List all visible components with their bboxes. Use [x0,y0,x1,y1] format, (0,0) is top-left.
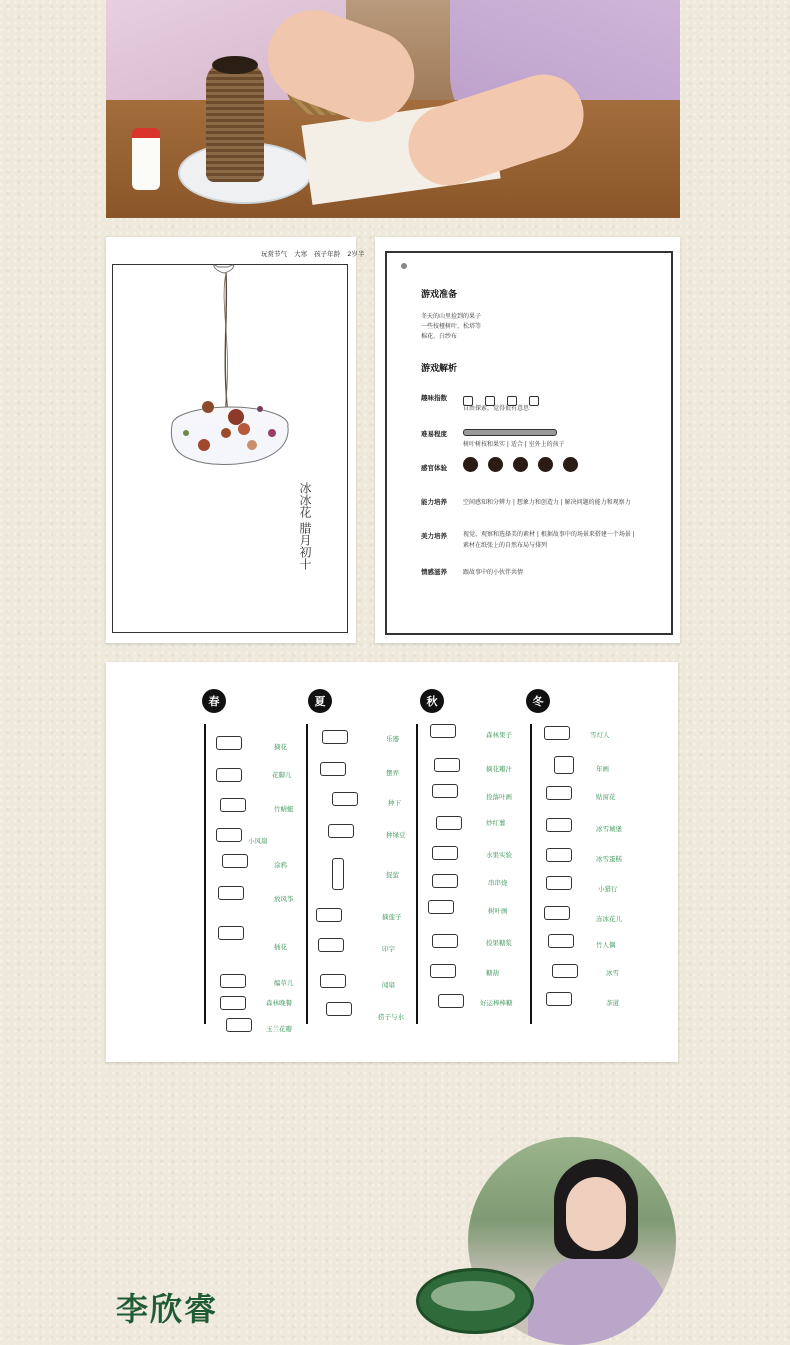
ability-label: 能力培养 [421,498,447,506]
activity-label: 捡果糖浆 [486,939,512,947]
activity-doodle [218,886,244,900]
column-line-winter [530,724,532,1024]
activity-doodle [432,874,458,888]
activity-doodle [546,876,572,890]
ability-text: 空间感知和分辨力 | 想象力和创造力 | 解决问题的能力和观察力 [463,499,631,506]
activity-label: 贴窗花 [596,793,616,801]
activity-label: 花脚儿 [272,771,292,779]
beauty-text-1: 视觉、观察和选择美的素材 | 根据故事中的场景来搭建一个场景 | [463,531,635,538]
activity-doodle [430,724,456,738]
beauty-label: 美力培养 [421,532,447,540]
activity-label: 竹人偶 [596,941,616,949]
activity-doodle [320,974,346,988]
activity-doodle [332,792,358,806]
activity-doodle [432,846,458,860]
activity-label: 茶道 [606,999,619,1007]
senses-icons [463,457,578,476]
activity-doodle [546,818,572,832]
activity-label: 闻扇 [382,981,395,989]
activity-label: 摆弄 [386,769,399,777]
analysis-title: 游戏解析 [421,364,458,374]
activity-doodle [216,768,242,782]
activity-label: 摘花 [274,743,287,751]
activity-label: 雪灯人 [590,731,610,739]
season-badge-summer: 夏 [308,689,332,713]
activity-doodle [216,828,242,842]
activity-label: 捞子与水 [378,1013,404,1021]
activity-doodle [220,996,246,1010]
activity-doodle [432,934,458,948]
header-solar-term: 大寒 [294,250,308,258]
ice-flower-card [106,237,365,643]
green-bowl-illustration [416,1268,534,1334]
activity-doodle [226,1018,252,1032]
activity-label: 捉萤 [386,871,399,879]
activity-doodle [428,900,454,914]
activity-doodle [220,798,246,812]
season-badge-winter: 冬 [526,689,550,713]
activity-label: 年画 [596,765,609,773]
ice-flower-illustration [106,237,356,643]
prep-title: 游戏准备 [421,290,458,300]
activity-label: 串串烧 [488,879,508,887]
activity-label: 好运棒棒糖 [480,999,513,1007]
activity-label: 竹蜻蜓 [274,805,294,813]
activity-doodle [434,758,460,772]
difficulty-bar [463,429,557,436]
activity-label: 冰雪城堡 [596,825,622,833]
activity-doodle [554,756,574,774]
activity-label: 糖葫 [486,969,499,977]
emotion-text: 跟故事中的小伙伴共情 [463,569,524,576]
crafting-photo [106,0,680,218]
activity-doodle [438,994,464,1008]
prep-line-3: 棉花、白纱布 [421,333,458,340]
activity-label: 乐器 [386,735,399,743]
activity-label: 印字 [382,945,395,953]
activity-doodle [328,824,354,838]
activity-doodle [432,784,458,798]
senses-label: 感官体验 [421,464,447,472]
activity-label: 小风扇 [248,837,268,845]
activity-label: 小猎行 [598,885,618,893]
activity-label: 森林果子 [486,731,512,739]
activity-doodle [544,906,570,920]
activity-doodle [546,992,572,1006]
activity-label: 种绿豆 [386,831,406,839]
activity-label: 种下 [388,799,401,807]
game-analysis-card [375,237,680,643]
activity-doodle [544,726,570,740]
activity-doodle [220,974,246,988]
prep-line-2: 一些枝桠树叶、松塔等 [421,323,482,330]
activity-label: 摘花瓣汁 [486,765,512,773]
activity-doodle [552,964,578,978]
header-age-label: 孩子年龄 [314,250,341,258]
activity-label: 放风筝 [274,895,294,903]
header-tag: 玩赏节气 [261,250,287,258]
emotion-label: 情感滋养 [421,568,447,576]
fun-label: 趣味指数 [421,394,447,402]
activity-doodle [316,908,342,922]
four-seasons-card [106,662,678,1062]
portrait-face [566,1177,626,1251]
activity-doodle [436,816,462,830]
activity-doodle [546,848,572,862]
beauty-text-2: 素材在纸张上的自然布局与排列 [463,542,548,549]
season-badge-autumn: 秋 [420,689,444,713]
activity-doodle [318,938,344,952]
activity-doodle [218,926,244,940]
header-age-value: 2岁半 [347,250,365,258]
activity-label: 摘莲子 [382,913,402,921]
activity-label: 涂鸦 [274,861,287,869]
activity-label: 捡落叶画 [486,793,512,801]
activity-doodle [326,1002,352,1016]
activity-label: 插花 [274,943,287,951]
activity-doodle [332,858,344,890]
column-line-summer [306,724,308,1024]
activity-label: 冰雪蛋糕 [596,855,622,863]
season-badge-spring: 春 [202,689,226,713]
column-line-spring [204,724,206,1024]
activity-doodle [546,786,572,800]
activity-label: 树叶画 [488,907,508,915]
activity-doodle [430,964,456,978]
difficulty-label: 难易程度 [421,430,447,438]
activity-label: 冻冰花儿 [596,915,622,923]
activity-label: 森林晚餐 [266,999,292,1007]
activity-label: 玉兰花瓣 [266,1025,292,1033]
activity-label: 水果实验 [486,851,512,859]
author-name: 李欣睿 [116,1290,219,1328]
activity-doodle [548,934,574,948]
prep-line-1: 冬天的山里捡到的果子 [421,313,482,320]
difficulty-note: 树叶树枝和果实 | 适合 | 室外上的孩子 [463,441,565,448]
hole-dot [401,263,407,269]
activity-label: 冰雪 [606,969,619,977]
activity-doodle [322,730,348,744]
activity-label: 炒红薯 [486,819,506,827]
activity-doodle [320,762,346,776]
vertical-caption: 冰冰花 腊月初十 [298,482,312,570]
activity-doodle [222,854,248,868]
column-line-autumn [416,724,418,1024]
portrait-body [528,1255,668,1345]
activity-doodle [216,736,242,750]
glue-stick [132,128,160,190]
activity-label: 编草儿 [274,979,294,987]
fun-note: 自由探索，觉得很有意思 [463,405,530,412]
twine-roll [206,62,264,182]
